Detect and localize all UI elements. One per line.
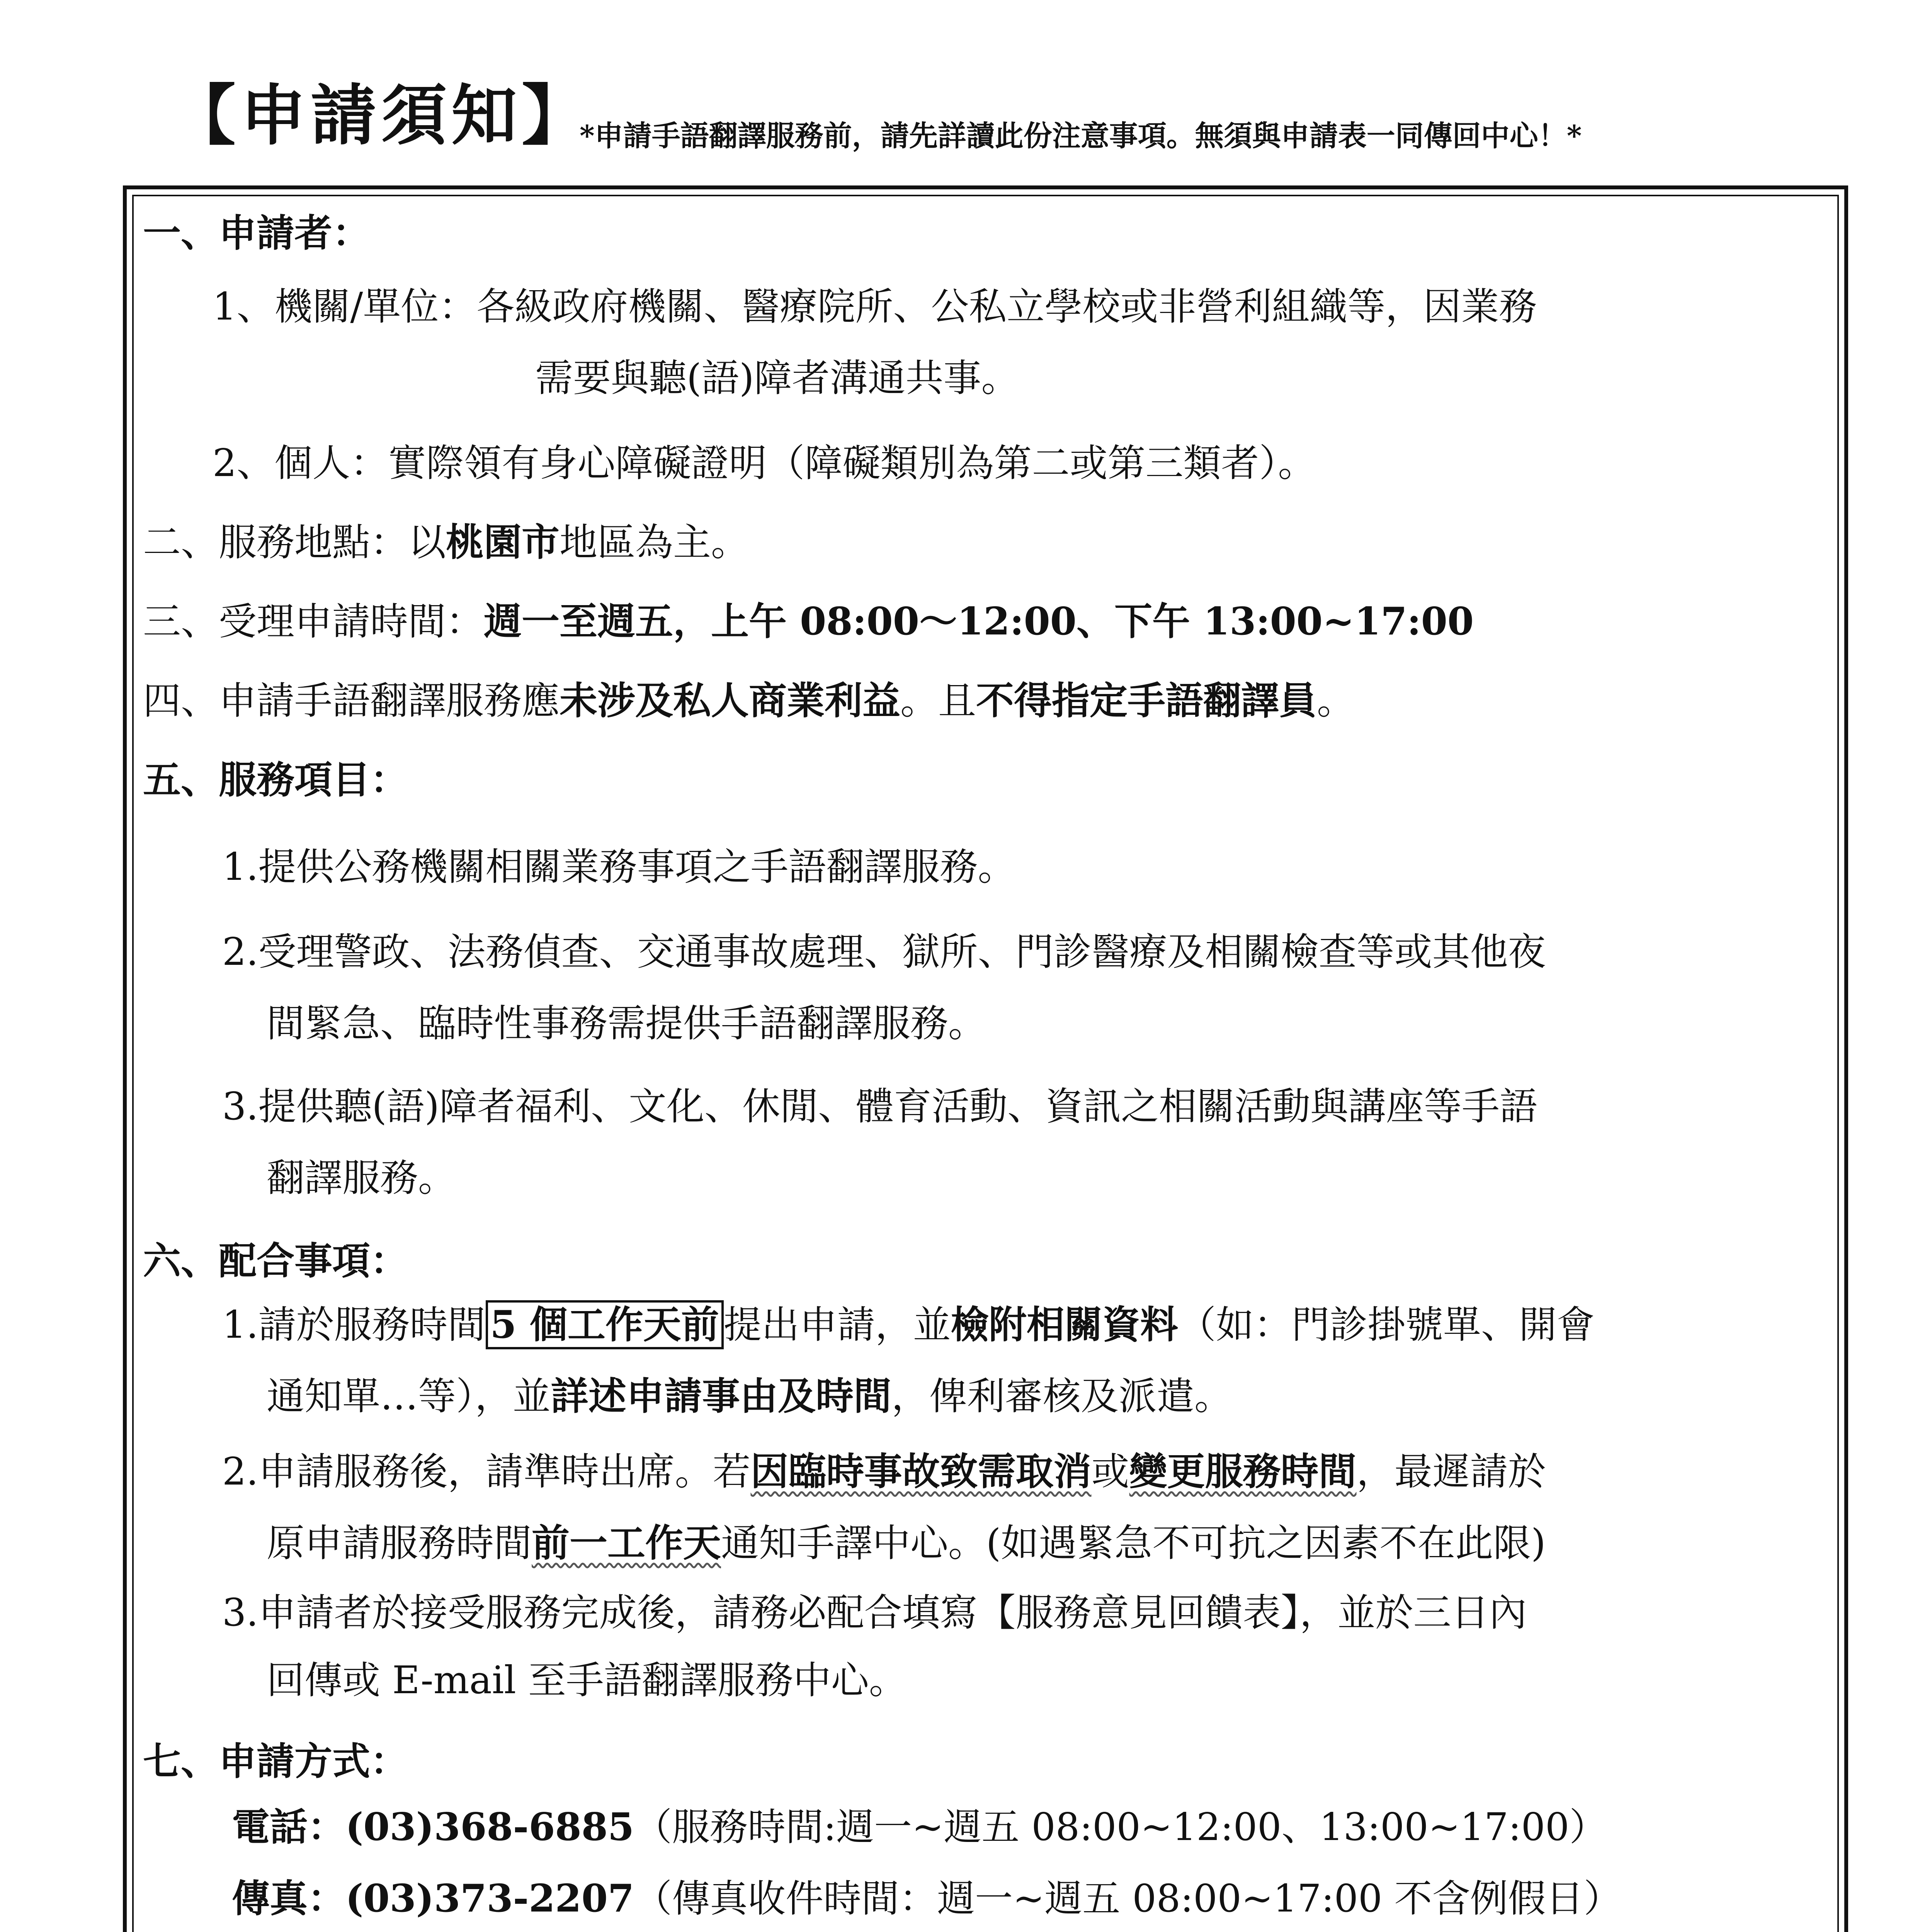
- section-6-item-2-prefix: 2.申請服務後，請準時出席。若: [222, 1450, 751, 1494]
- section-2-city: 桃園市: [446, 520, 560, 565]
- section-5-heading: 五、服務項目：: [143, 758, 408, 802]
- section-3-prefix: 三、受理申請時間：: [143, 600, 484, 644]
- deadline-box: 5 個工作天前: [486, 1300, 724, 1349]
- section-1-item-1-cont: 需要與聽(語)障者溝通共事。: [535, 356, 1019, 400]
- section-6-item-1-cont-suffix: ，俾利審核及派遣。: [891, 1374, 1233, 1418]
- page-subtitle: *申請手語翻譯服務前，請先詳讀此份注意事項。無須與申請表一同傳回中心！*: [580, 119, 1582, 153]
- section-6-item-1-suffix: （如：門診掛號單、開會: [1178, 1303, 1595, 1347]
- section-4-line: [143, 679, 1355, 723]
- section-7-heading: 七、申請方式：: [143, 1739, 408, 1784]
- section-6-item-2-cont: [267, 1521, 1546, 1565]
- section-4-bold-1: 未涉及私人商業利益: [560, 679, 901, 723]
- section-6-item-2-cont-suffix: 通知手譯中心。(如遇緊急不可抗之因素不在此限): [721, 1521, 1546, 1565]
- section-6-item-1-cont: [267, 1374, 1233, 1418]
- page-title: 【申請須知】: [170, 78, 592, 154]
- section-2-prefix: 二、服務地點：以: [143, 520, 446, 565]
- section-6-item-2: [222, 1449, 1546, 1494]
- section-6-item-1: [222, 1303, 1595, 1347]
- contact-phone: [232, 1805, 1607, 1849]
- section-6-item-2-bold-2: 變更服務時間: [1129, 1449, 1357, 1494]
- section-1-item-2: 2、個人：實際領有身心障礙證明（障礙類別為第二或第三類者）。: [213, 441, 1316, 485]
- section-6-item-2-suffix: ，最遲請於: [1356, 1450, 1546, 1494]
- section-5-item-3-cont: 翻譯服務。: [267, 1156, 456, 1200]
- section-3-line: [143, 599, 1474, 644]
- section-4-bold-2: 不得指定手語翻譯員: [976, 679, 1317, 723]
- section-6-item-1-cont-bold: 詳述申請事由及時間: [551, 1374, 892, 1418]
- section-1-heading: 一、申請者：: [143, 211, 371, 255]
- contact-fax: [232, 1876, 1622, 1921]
- section-6-item-1-cont-prefix: 通知單…等），並: [267, 1374, 551, 1418]
- fax-hours: （傳真收件時間：週一~週五 08:00~17:00 不含例假日）: [634, 1877, 1622, 1921]
- section-4-prefix: 四、申請手語翻譯服務應: [143, 679, 560, 723]
- section-6-heading: 六、配合事項：: [143, 1239, 408, 1283]
- section-6-item-1-prefix: 1.請於服務時間: [222, 1303, 486, 1347]
- section-6-item-3-cont: 回傳或 E-mail 至手語翻譯服務中心。: [267, 1658, 907, 1702]
- section-6-item-1-bold: 檢附相關資料: [951, 1303, 1178, 1347]
- section-6-item-2-mid: 或: [1091, 1450, 1129, 1494]
- section-2-suffix: 地區為主。: [560, 520, 749, 565]
- section-4-suffix: 。: [1317, 679, 1355, 723]
- section-6-item-3: 3.申請者於接受服務完成後，請務必配合填寫【服務意見回饋表】，並於三日內: [222, 1591, 1527, 1635]
- section-6-item-2-bold-1: 因臨時事故致需取消: [750, 1449, 1092, 1494]
- section-5-item-2: 2.受理警政、法務偵查、交通事故處理、獄所、門診醫療及相關檢查等或其他夜: [222, 930, 1546, 974]
- section-5-item-2-cont: 間緊急、臨時性事務需提供手語翻譯服務。: [267, 1002, 986, 1046]
- section-6-item-1-mid: 提出申請，並: [723, 1303, 951, 1347]
- section-3-hours: 週一至週五，上午 08:00～12:00、下午 13:00~17:00: [484, 599, 1474, 644]
- section-6-item-2-cont-prefix: 原申請服務時間: [267, 1521, 532, 1565]
- section-4-mid: 。且: [900, 679, 976, 723]
- section-1-item-1: 1、機關/單位：各級政府機關、醫療院所、公私立學校或非營利組織等，因業務: [213, 285, 1537, 329]
- section-5-item-1: 1.提供公務機關相關業務事項之手語翻譯服務。: [222, 845, 1016, 889]
- fax-number: 傳真：(03)373-2207: [232, 1876, 634, 1921]
- phone-hours: （服務時間:週一~週五 08:00~12:00、13:00~17:00）: [634, 1805, 1607, 1849]
- phone-number: 電話：(03)368-6885: [232, 1805, 634, 1849]
- section-5-item-3: 3.提供聽(語)障者福利、文化、休閒、體育活動、資訊之相關活動與講座等手語: [222, 1085, 1537, 1129]
- section-6-item-2-cont-bold: 前一工作天: [532, 1521, 721, 1565]
- section-2-line: [143, 520, 749, 565]
